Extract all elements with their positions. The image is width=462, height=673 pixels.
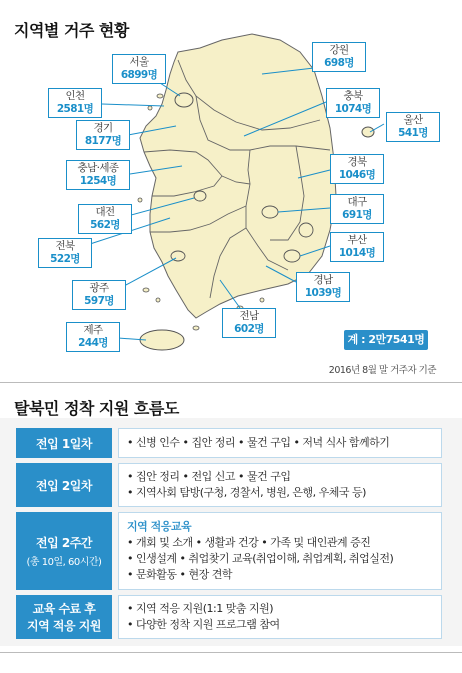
region-label-chungbuk: 충북 1074명 (326, 88, 380, 118)
total-badge: 계 : 2만7541명 (344, 330, 428, 350)
map-title: 지역별 거주 현황 (14, 21, 129, 40)
region-label-busan: 부산 1014명 (330, 232, 384, 262)
stage-day2: 전입 2일차 (16, 463, 112, 507)
stage-2weeks: 전입 2주간 (총 10일, 60시간) (16, 512, 112, 590)
region-label-daegu: 대구 691명 (330, 194, 384, 224)
flow-row-after-education (16, 595, 442, 639)
region-label-gwangju: 광주 597명 (72, 280, 126, 310)
source-note: 2016년 8월 말 거주자 기준 (328, 365, 436, 376)
detail-2weeks: 지역 적응교육 • 개회 및 소개 • 생활과 건강 • 가족 및 대인관계 증진 • 인생설계 • 취업찾기 교육(취업이해, 취업계획, 취업실전) • 문화활동 • 현장 견학 (118, 512, 442, 590)
stage-day1: 전입 1일차 (16, 428, 112, 458)
flow-row-2weeks (16, 512, 442, 590)
detail-after-education: • 지역 적응 지원(1:1 맞춤 지원) • 다양한 정착 지원 프로그램 참여 (118, 595, 442, 639)
region-label-ulsan: 울산 541명 (386, 112, 440, 142)
region-label-incheon: 인천 2581명 (48, 88, 102, 118)
region-label-daejeon: 대전 562명 (78, 204, 132, 234)
region-label-gangwon: 강원 698명 (312, 42, 366, 72)
region-label-jeonbuk: 전북 522명 (38, 238, 92, 268)
detail-day1: • 신병 인수 • 집안 정리 • 물건 구입 • 저녁 식사 함께하기 (118, 428, 442, 458)
flow-row-day1 (16, 428, 442, 458)
region-label-jeonnam: 전남 602명 (222, 308, 276, 338)
daegu-shape (262, 206, 278, 218)
region-label-jeju: 제주 244명 (66, 322, 120, 352)
section-divider (0, 382, 462, 383)
bottom-divider (0, 652, 462, 653)
flow-row-day2 (16, 463, 442, 507)
ulleung-island (362, 127, 374, 137)
flow-chart (16, 428, 442, 644)
region-label-chungnam-sejong: 충남·세종 1254명 (66, 160, 130, 190)
busan-shape (284, 250, 300, 262)
region-label-gyeongnam: 경남 1039명 (296, 272, 350, 302)
detail-day2: • 집안 정리 • 전입 신고 • 물건 구입 • 지역사회 탐방(구청, 경찰서, 병원, 은행, 우체국 등) (118, 463, 442, 507)
region-label-gyeongbuk: 경북 1046명 (330, 154, 384, 184)
region-label-seoul: 서울 6899명 (112, 54, 166, 84)
region-label-gyeonggi: 경기 8177명 (76, 120, 130, 150)
stage-after-education: 교육 수료 후 지역 적응 지원 (16, 595, 112, 639)
ulsan-shape (299, 223, 313, 237)
flow-title: 탈북민 정착 지원 흐름도 (14, 399, 179, 418)
daejeon-shape (194, 191, 206, 201)
jeju-island (140, 330, 184, 350)
